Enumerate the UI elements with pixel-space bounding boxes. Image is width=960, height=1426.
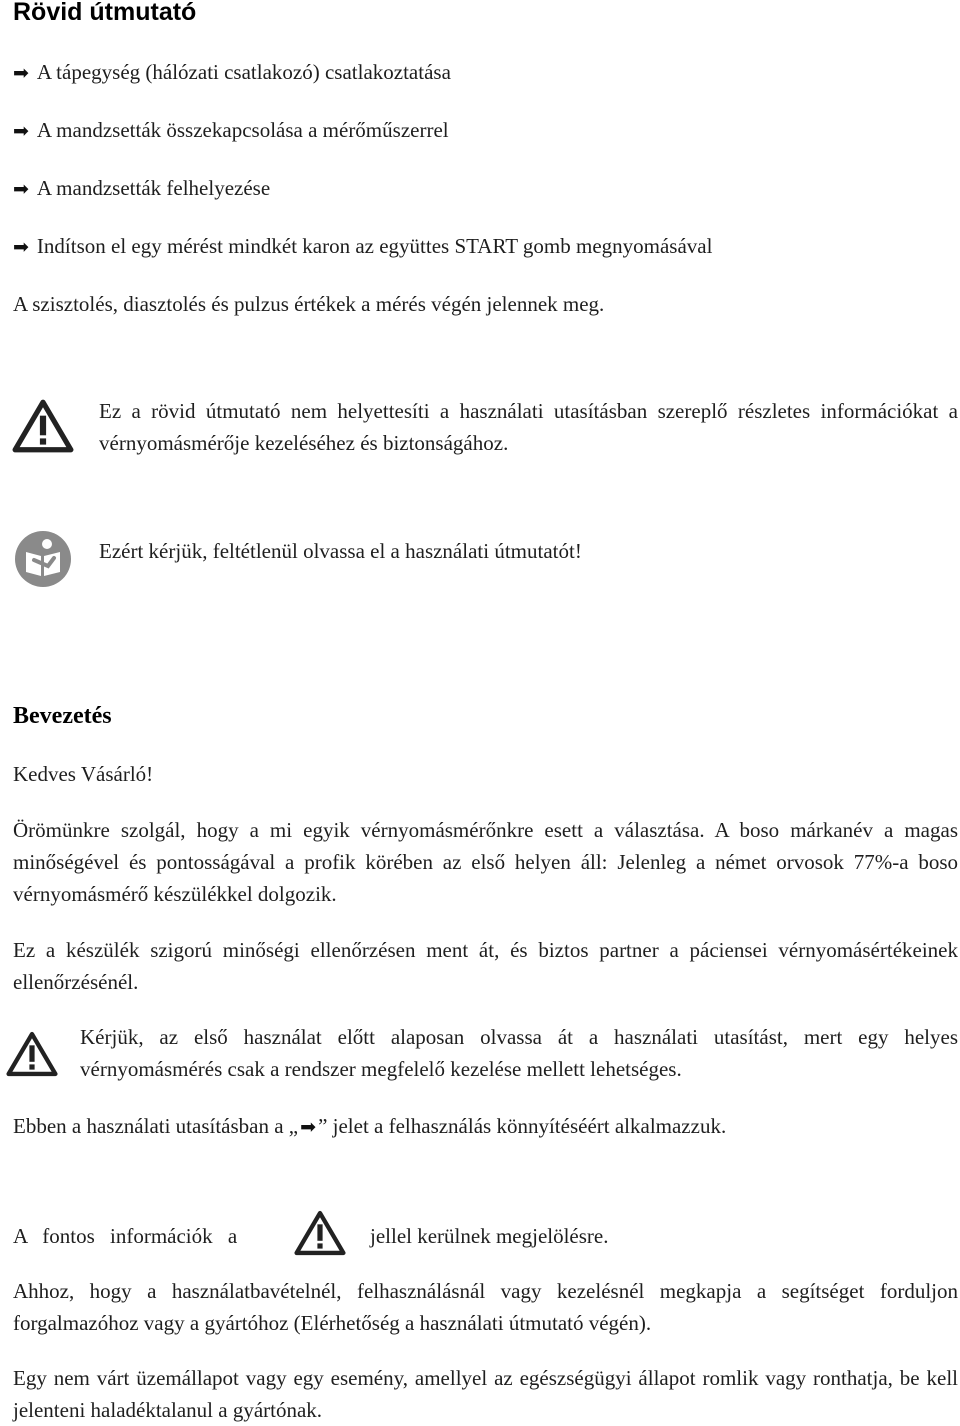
warning-triangle-icon xyxy=(294,1210,346,1256)
read-manual-text: Ezért kérjük, feltétlenül olvassa el a használati útmutatót! xyxy=(99,539,582,563)
results-note: A szisztolés, diasztolés és pulzus értékek a mérés végén jelennek meg. xyxy=(13,292,605,316)
right-arrow-icon: ➡ xyxy=(13,178,29,200)
introduction-title: Bevezetés xyxy=(13,703,112,729)
step-item: ➡ A mandzsetták felhelyezése xyxy=(13,172,270,205)
right-arrow-icon: ➡ xyxy=(300,1116,317,1138)
quick-guide-warning-text: Ez a rövid útmutató nem helyettesíti a használati utasításban szereplő részletes információkat a vérnyomásmérője kezeléséhez és biztonságához. xyxy=(99,399,958,455)
report-paragraph: Egy nem várt üzemállapot vagy egy esemény, amellyel az egészségügyi állapot romlik vagy ronthatja, be kell jelenteni haladéktalanul a gyártónak. xyxy=(13,1366,958,1422)
help-paragraph: Ahhoz, hogy a használatbavételnél, felhasználásnál vagy kezelésnél megkapja a segítséget forduljon forgalmazóhoz vagy a gyártóhoz (Elérhetőség a használati útmutató végén). xyxy=(13,1279,958,1335)
arrow-symbol-sentence: Ebben a használati utasításban a „ ➡” jelet a felhasználás könnyítéséért alkalmazzuk. xyxy=(13,1110,726,1143)
intro-warning-text: Kérjük, az első használat előtt alaposan olvassa át a használati utasítást, mert egy helyes vérnyomásmérés csak a rendszer megfelelő kezelése mellett lehetséges. xyxy=(80,1025,958,1081)
important-label-before: A fontos információk a xyxy=(13,1224,238,1248)
greeting: Kedves Vásárló! xyxy=(13,762,154,786)
right-arrow-icon: ➡ xyxy=(13,236,29,258)
right-arrow-icon: ➡ xyxy=(13,120,29,142)
step-item: ➡ A tápegység (hálózati csatlakozó) csatlakoztatása xyxy=(13,56,451,89)
important-label-after: jellel kerülnek megjelölésre. xyxy=(370,1224,609,1248)
right-arrow-icon: ➡ xyxy=(13,62,29,84)
intro-paragraph-2: Ez a készülék szigorú minőségi ellenőrzésen ment át, és biztos partner a páciensei vérnyomásértékeinek ellenőrzésénél. xyxy=(13,938,958,994)
step-item: ➡ Indítson el egy mérést mindkét karon az együttes START gomb megnyomásával xyxy=(13,230,712,263)
intro-paragraph-1: Örömünkre szolgál, hogy a mi egyik vérnyomásmérőnkre esett a választása. A boso márkanév a magas minőségével és pontosságával a profik körében az első helyen áll: Jelenleg a német orvosok 77%-a boso vérnyomásmérő készülékkel dolgozik. xyxy=(13,818,958,906)
warning-triangle-icon xyxy=(6,1030,58,1078)
read-manual-icon xyxy=(14,530,72,588)
quick-guide-title: Rövid útmutató xyxy=(13,0,197,26)
step-item: ➡ A mandzsetták összekapcsolása a mérőműszerrel xyxy=(13,114,449,147)
warning-triangle-icon xyxy=(12,398,74,454)
